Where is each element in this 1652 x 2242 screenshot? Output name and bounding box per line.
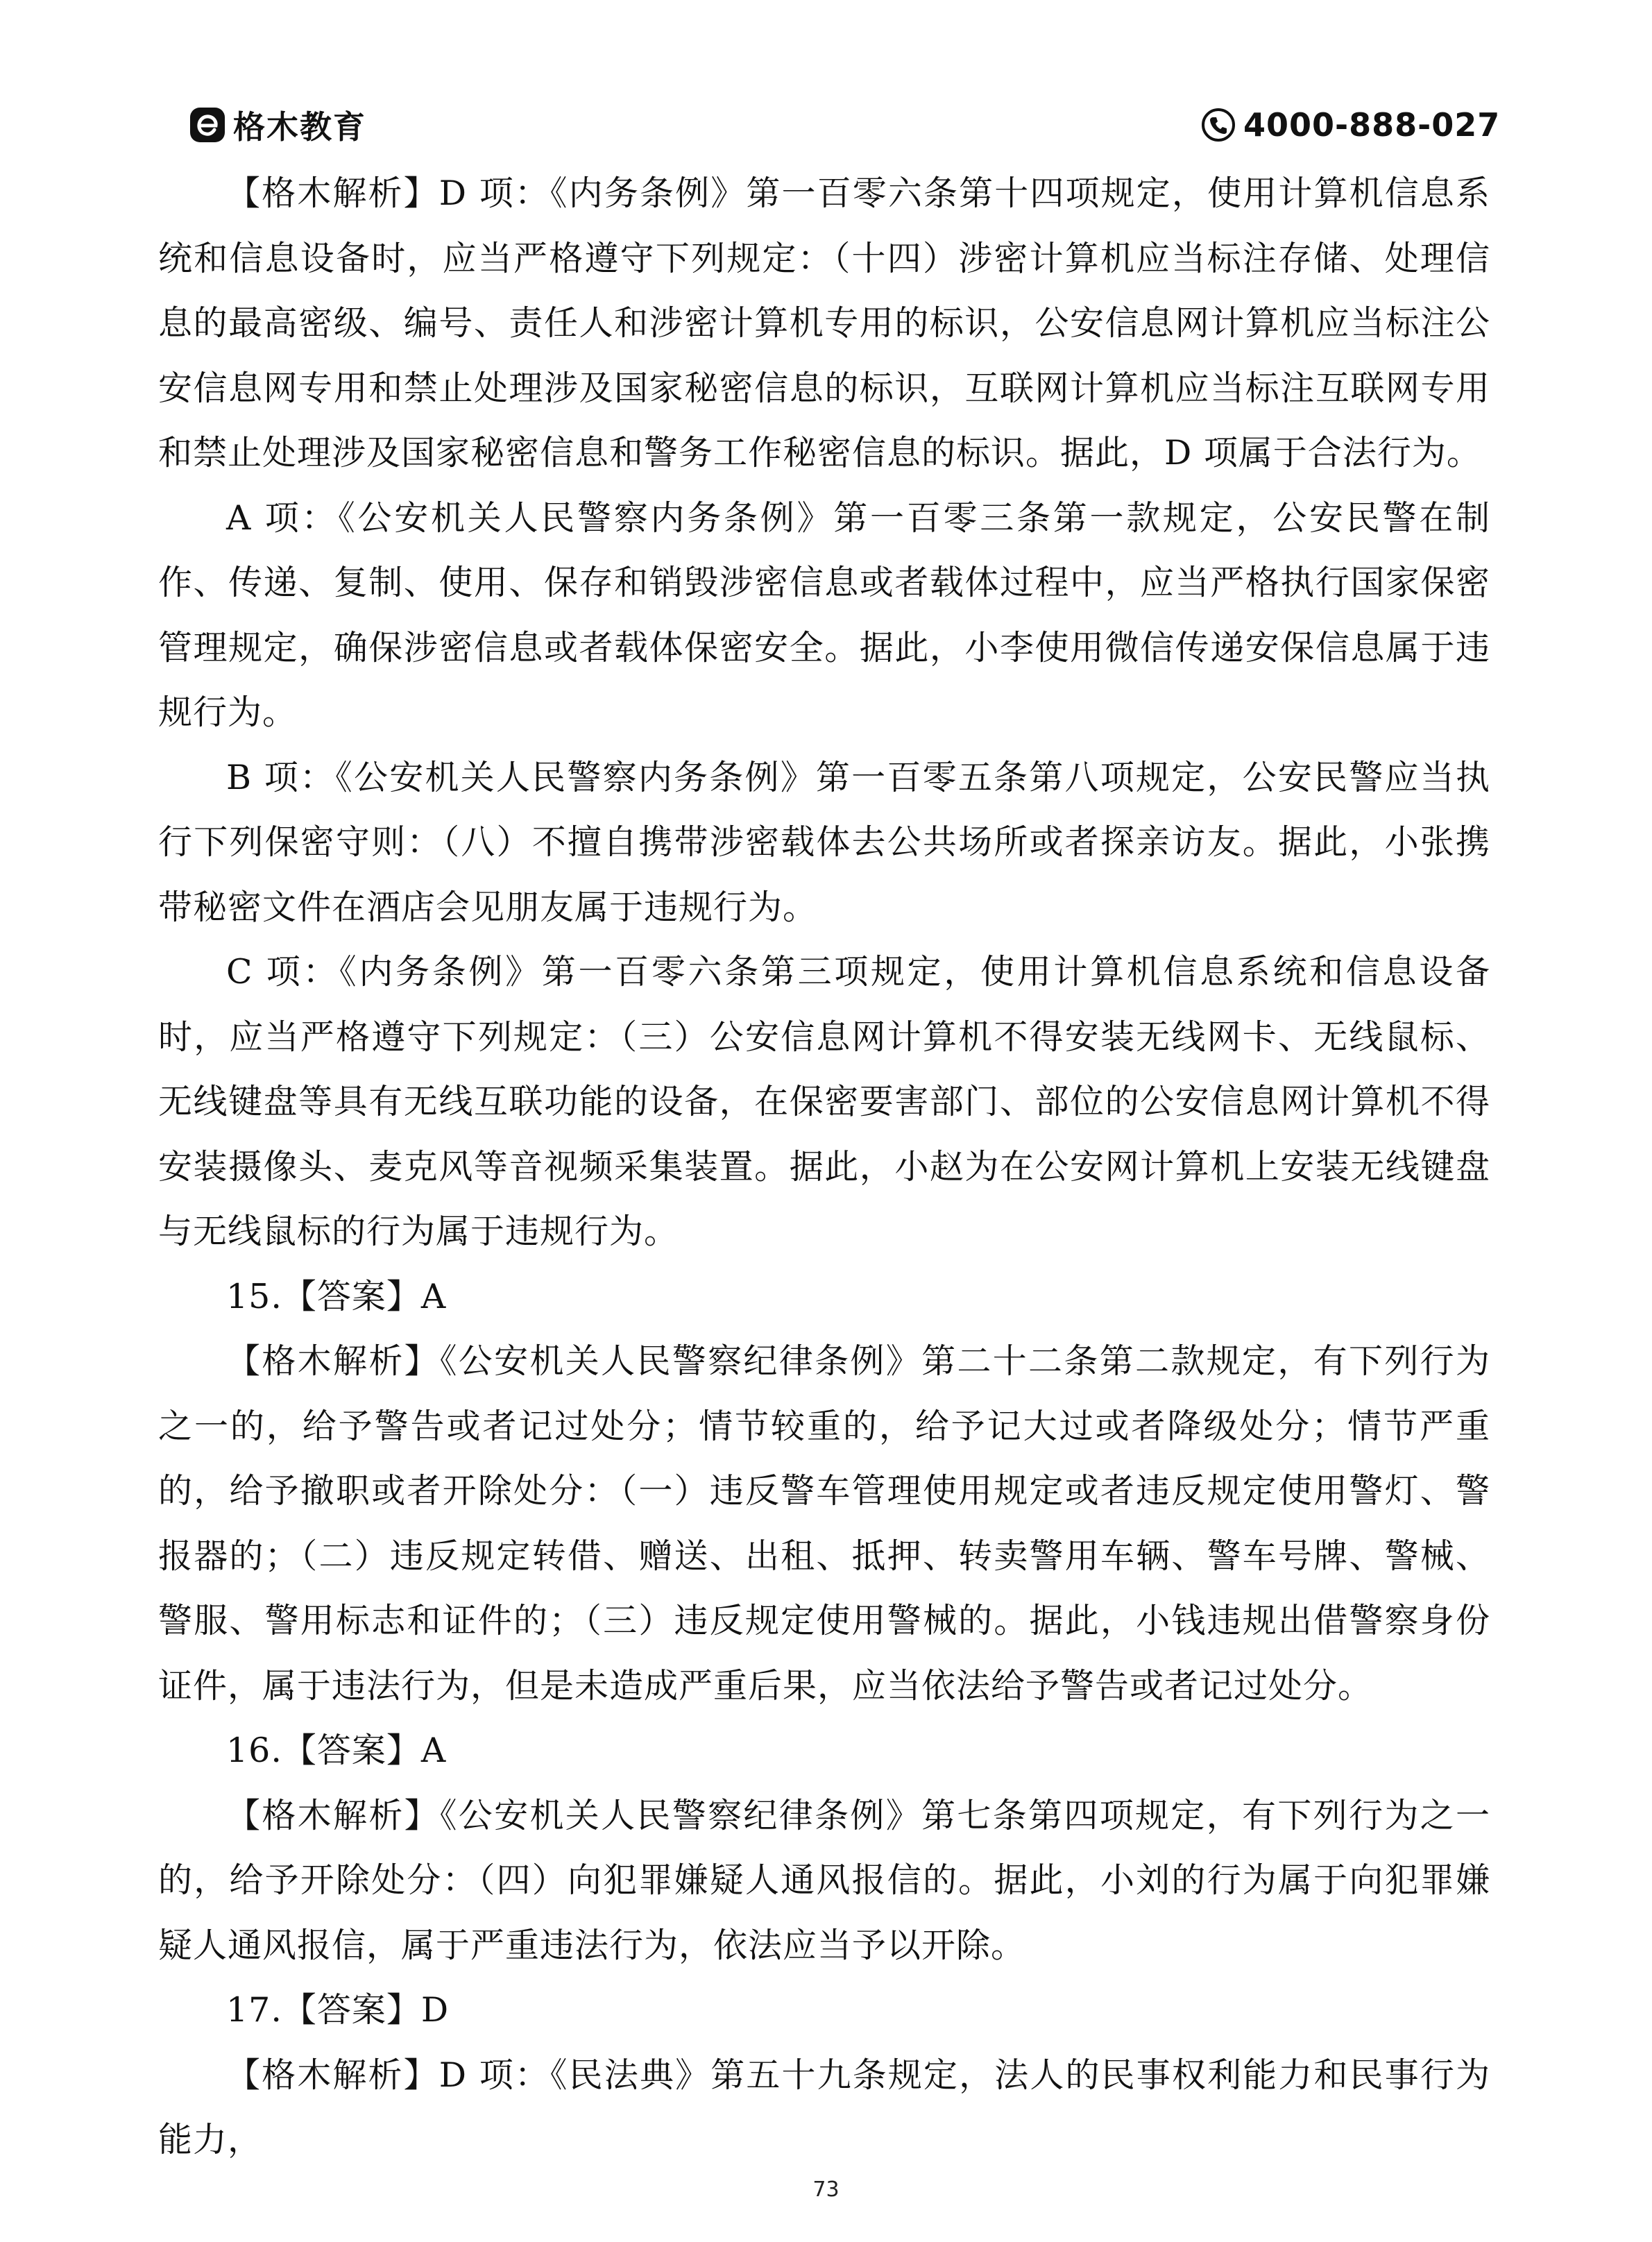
- hotline: [1200, 104, 1500, 146]
- document-body: [158, 161, 1490, 2173]
- paragraph: B 项：《公安机关人民警察内务条例》第一百零五条第八项规定，公安民警应当执行下列保密守则：（八）不擅自携带涉密载体去公共场所或者探亲访友。据此，小张携带秘密文件在酒店会见朋友属于违规行为。: [158, 757, 1490, 927]
- page-number: 73: [812, 2177, 840, 2202]
- brand-e-icon: [189, 106, 226, 144]
- paragraph: C 项：《内务条例》第一百零六条第三项规定，使用计算机信息系统和信息设备时，应当严格遵守下列规定：（三）公安信息网计算机不得安装无线网卡、无线鼠标、无线键盘等具有无线互联功能的设备，在保密要害部门、部位的公安信息网计算机不得安装摄像头、麦克风等音视频采集装置。据此，小赵为在公安网计算机上安装无线键盘与无线鼠标的行为属于违规行为。: [158, 952, 1490, 1251]
- paragraph: A 项：《公安机关人民警察内务条例》第一百零三条第一款规定，公安民警在制作、传递、复制、使用、保存和销毁涉密信息或者载体过程中，应当严格执行国家保密管理规定，确保涉密信息或者载体保密安全。据此，小李使用微信传递安保信息属于违规行为。: [158, 498, 1490, 732]
- brand-name: 格木教育: [233, 108, 366, 146]
- paragraph: 【格木解析】《公安机关人民警察纪律条例》第七条第四项规定，有下列行为之一的，给予开除处分：（四）向犯罪嫌疑人通风报信的。据此，小刘的行为属于向犯罪嫌疑人通风报信，属于严重违法行为，依法应当予以开除。: [158, 1795, 1490, 1965]
- phone-icon: [1200, 107, 1236, 143]
- paragraph: 【格木解析】《公安机关人民警察纪律条例》第二十二条第二款规定，有下列行为之一的，给予警告或者记过处分；情节较重的，给予记大过或者降级处分；情节严重的，给予撤职或者开除处分：（一）违反警车管理使用规定或者违反规定使用警灯、警报器的；（二）违反规定转借、赠送、出租、抵押、转卖警用车辆、警车号牌、警械、警服、警用标志和证件的；（三）违反规定使用警械的。据此，小钱违规出借警察身份证件，属于违法行为，但是未造成严重后果，应当依法给予警告或者记过处分。: [158, 1341, 1490, 1706]
- answer-heading: 17.【答案】D: [226, 1990, 450, 2030]
- page-header: [0, 0, 1652, 153]
- brand-logo: [189, 104, 366, 146]
- paragraph: 【格木解析】D 项：《民法典》第五十九条规定，法人的民事权利能力和民事行为能力，: [158, 2055, 1490, 2159]
- hotline-number: 4000-888-027: [1243, 106, 1501, 144]
- answer-heading: 16.【答案】A: [226, 1731, 447, 1770]
- paragraph: 【格木解析】D 项：《内务条例》第一百零六条第十四项规定，使用计算机信息系统和信息设备时，应当严格遵守下列规定：（十四）涉密计算机应当标注存储、处理信息的最高密级、编号、责任人和涉密计算机专用的标识，公安信息网计算机应当标注公安信息网专用和禁止处理涉及国家秘密信息的标识，互联网计算机应当标注互联网专用和禁止处理涉及国家秘密信息和警务工作秘密信息的标识。据此，D 项属于合法行为。: [158, 173, 1490, 473]
- answer-heading: 15.【答案】A: [226, 1276, 447, 1316]
